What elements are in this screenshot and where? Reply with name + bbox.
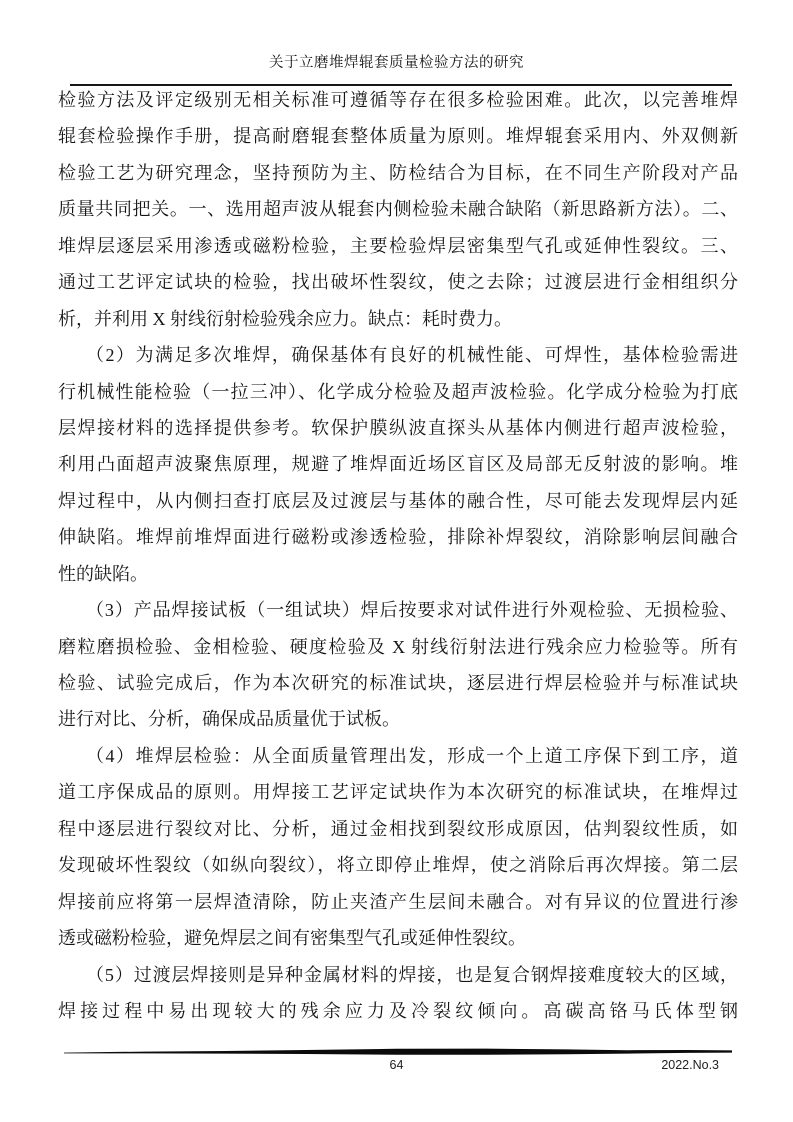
text-line: 检验工艺为研究理念，坚持预防为主、防检结合为目标，在不同生产阶段对产品	[58, 162, 738, 183]
text-line: 析，并利用 X 射线衍射检验残余应力。缺点：耗时费力。	[58, 308, 512, 329]
running-head-title: 关于立磨堆焊辊套质量检验方法的研究	[269, 55, 524, 71]
text-line: 焊过程中，从内侧扫查打底层及过渡层与基体的融合性，尽可能去发现焊层内延	[58, 490, 738, 511]
text-line: 性的缺陷。	[58, 563, 148, 584]
text-line: 发现破坏性裂纹（如纵向裂纹），将立即停止堆焊，使之消除后再次焊接。第二层	[58, 855, 738, 876]
text-line: （2）为满足多次堆焊，确保基体有良好的机械性能、可焊性，基体检验需进	[86, 345, 738, 366]
text-line: （4）堆焊层检验：从全面质量管理出发，形成一个上道工序保下到工序，道	[86, 745, 738, 766]
text-line: （5）过渡层焊接则是异种金属材料的焊接，也是复合钢焊接难度较大的区域，	[86, 964, 738, 985]
text-line: 道工序保成品的原则。用焊接工艺评定试块作为本次研究的标准试块，在堆焊过	[58, 782, 738, 803]
journal-issue: 2022.No.3	[661, 1058, 719, 1072]
text-line: 磨粒磨损检验、金相检验、硬度检验及 X 射线衍射法进行残余应力检验等。所有	[58, 636, 738, 657]
text-line: 检验、试验完成后，作为本次研究的标准试块，逐层进行焊层检验并与标准试块	[58, 673, 738, 693]
text-line: 行机械性能检验（一拉三冲）、化学成分检验及超声波检验。化学成分检验为打底	[58, 381, 738, 402]
text-line: 通过工艺评定试块的检验，找出破坏性裂纹，使之去除；过渡层进行金相组织分	[58, 272, 738, 293]
text-line: 透或磁粉检验，避免焊层之间有密集型气孔或延伸性裂纹。	[58, 928, 526, 949]
text-line: 程中逐层进行裂纹对比、分析，通过金相找到裂纹形成原因，估判裂纹性质，如	[58, 818, 738, 839]
body-text	[58, 82, 738, 1029]
text-line: 利用凸面超声波聚焦原理，规避了堆焊面近场区盲区及局部无反射波的影响。堆	[58, 454, 738, 475]
text-line: 辊套检验操作手册，提高耐磨辊套整体质量为原则。堆焊辊套采用内、外双侧新	[58, 126, 738, 147]
text-line: 检验方法及评定级别无相关标准可遵循等存在很多检验困难。此次，以完善堆焊	[58, 90, 738, 110]
text-line: 进行对比、分析，确保成品质量优于试板。	[58, 709, 400, 730]
text-line: 层焊接材料的选择提供参考。软保护膜纵波直探头从基体内侧进行超声波检验，	[58, 417, 738, 438]
text-line: 伸缺陷。堆焊前堆焊面进行磁粉或渗透检验，排除补焊裂纹，消除影响层间融合	[58, 527, 738, 548]
text-line: 焊接过程中易出现较大的残余应力及冷裂纹倾向。高碳高铬马氏体型钢	[58, 1000, 738, 1021]
page-number: 64	[389, 1058, 404, 1072]
text-line: 质量共同把关。一、选用超声波从辊套内侧检验未融合缺陷（新思路新方法）。二、	[58, 199, 738, 220]
footer-rule	[64, 1048, 732, 1056]
text-line: 焊接前应将第一层焊渣清除，防止夹渣产生层间未融合。对有异议的位置进行渗	[58, 891, 738, 912]
text-line: 堆焊层逐层采用渗透或磁粉检验，主要检验焊层密集型气孔或延伸性裂纹。三、	[58, 235, 738, 256]
text-line: （3）产品焊接试板（一组试块）焊后按要求对试件进行外观检验、无损检验、	[86, 600, 738, 621]
